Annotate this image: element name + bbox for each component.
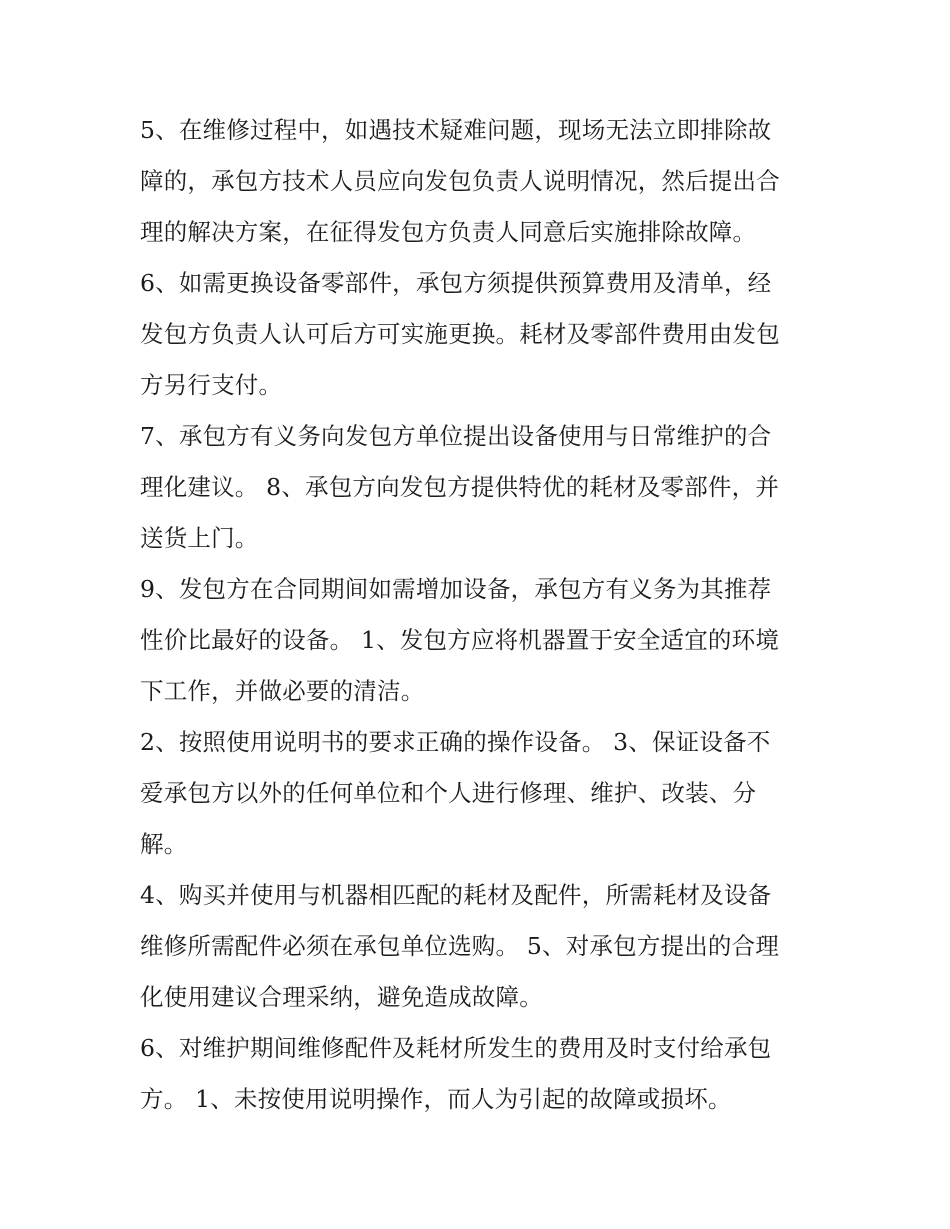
paragraph-line: 理的解决方案，在征得发包方负责人同意后实施排除故障。 bbox=[140, 218, 757, 246]
paragraph-line: 发包方负责人认可后方可实施更换。耗材及零部件费用由发包 bbox=[140, 320, 780, 348]
paragraph-line: 4、购买并使用与机器相匹配的耗材及配件，所需耗材及设备 bbox=[140, 881, 772, 909]
paragraph-line: 6、如需更换设备零部件，承包方须提供预算费用及清单，经 bbox=[140, 269, 772, 297]
paragraph-line: 爱承包方以外的任何单位和个人进行修理、维护、改装、分 bbox=[140, 779, 757, 807]
paragraph-repair-difficulties bbox=[140, 105, 820, 258]
paragraph-line: 5、在维修过程中，如遇技术疑难问题，现场无法立即排除故 bbox=[140, 116, 772, 144]
paragraph-line: 6、对维护期间维修配件及耗材所发生的费用及时支付给承包 bbox=[140, 1034, 772, 1062]
paragraph-equipment-recommendation bbox=[140, 564, 820, 717]
paragraph-consumables-purchase bbox=[140, 870, 820, 1023]
paragraph-line: 下工作，并做必要的清洁。 bbox=[140, 677, 425, 705]
paragraph-line: 7、承包方有义务向发包方单位提出设备使用与日常维护的合 bbox=[140, 422, 772, 450]
paragraph-line: 9、发包方在合同期间如需增加设备，承包方有义务为其推荐 bbox=[140, 575, 772, 603]
paragraph-line: 解。 bbox=[140, 830, 188, 858]
paragraph-parts-replacement bbox=[140, 258, 820, 411]
paragraph-line: 方另行支付。 bbox=[140, 371, 283, 399]
paragraph-line: 理化建议。 8、承包方向发包方提供特优的耗材及零部件，并 bbox=[140, 473, 780, 501]
paragraph-line: 维修所需配件必须在承包单位选购。 5、对承包方提出的合理 bbox=[140, 932, 780, 960]
paragraph-fee-payment bbox=[140, 1023, 820, 1125]
paragraph-line: 化使用建议合理采纳，避免造成故障。 bbox=[140, 983, 543, 1011]
paragraph-correct-operation bbox=[140, 717, 820, 870]
paragraph-line: 性价比最好的设备。 1、发包方应将机器置于安全适宜的环境 bbox=[140, 626, 780, 654]
paragraph-line: 送货上门。 bbox=[140, 524, 259, 552]
paragraph-line: 障的，承包方技术人员应向发包负责人说明情况，然后提出合 bbox=[140, 167, 780, 195]
paragraph-line: 方。 1、未按使用说明操作，而人为引起的故障或损坏。 bbox=[140, 1085, 732, 1113]
paragraph-line: 2、按照使用说明书的要求正确的操作设备。 3、保证设备不 bbox=[140, 728, 771, 756]
document-body bbox=[140, 105, 820, 1125]
paragraph-maintenance-advice bbox=[140, 411, 820, 564]
